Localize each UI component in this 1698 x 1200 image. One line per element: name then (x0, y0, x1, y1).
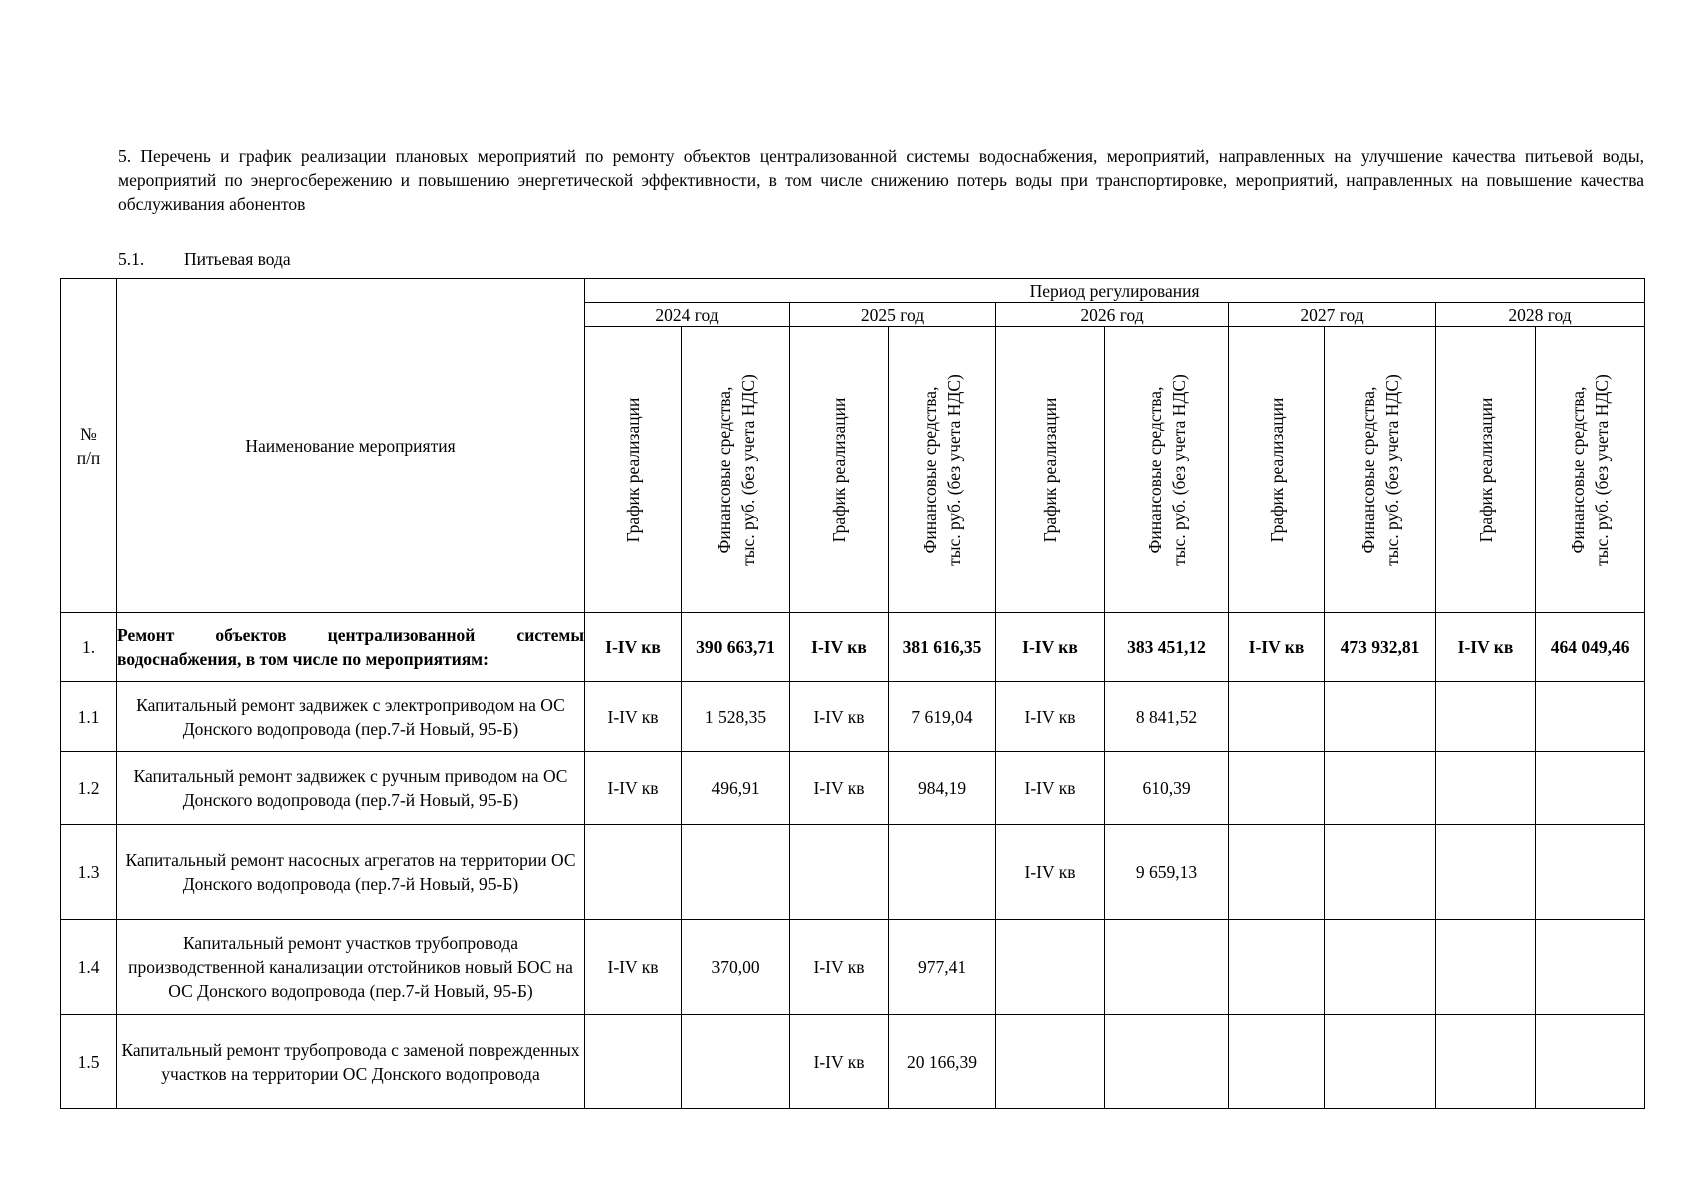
header-year-2024: 2024 год (585, 303, 790, 327)
cell-schedule-2027 (1229, 825, 1325, 920)
header-schedule-2027 (1229, 327, 1325, 613)
cell-schedule-2028 (1436, 920, 1536, 1015)
schedule-label: График реализации (1040, 397, 1060, 542)
cell-finance-2025: 381 616,35 (889, 613, 996, 682)
header-finance-2028 (1536, 327, 1645, 613)
cell-finance-2028 (1536, 682, 1645, 752)
cell-schedule-2027 (1229, 1015, 1325, 1109)
cell-finance-2026: 383 451,12 (1105, 613, 1229, 682)
cell-finance-2026: 8 841,52 (1105, 682, 1229, 752)
finance-label (1143, 330, 1191, 610)
finance-label-line1: Финансовые средства, (1568, 386, 1589, 553)
finance-label-line2: тыс. руб. (без учета НДС) (1382, 373, 1402, 566)
cell-schedule-2027 (1229, 920, 1325, 1015)
cell-finance-2028 (1536, 1015, 1645, 1109)
header-schedule-2028 (1436, 327, 1536, 613)
cell-schedule-2024: I-IV кв (585, 920, 682, 1015)
measures-table (60, 278, 1645, 1109)
cell-schedule-2025: I-IV кв (790, 682, 889, 752)
header-name: Наименование мероприятия (117, 279, 585, 613)
table-row (61, 1015, 1645, 1109)
section-number: 5.1. (118, 249, 145, 269)
cell-finance-2026: 9 659,13 (1105, 825, 1229, 920)
intro-paragraph: 5. Перечень и график реализации плановых мероприятий по ремонту объектов централизованной системы водоснабжения, мероприятий, направленных на улучшение качества питьевой воды, мероприятий по энергосбережению и повышению энергетической эффективности, в том числе снижению потерь воды при транспортировке, мероприятий, направленных на повышение качества обслуживания абонентов (118, 146, 1644, 214)
cell-schedule-2025: I-IV кв (790, 920, 889, 1015)
cell-schedule-2026: I-IV кв (996, 613, 1105, 682)
cell-schedule-2024: I-IV кв (585, 682, 682, 752)
header-finance-2025 (889, 327, 996, 613)
schedule-label: График реализации (1266, 397, 1287, 542)
cell-schedule-2028 (1436, 825, 1536, 920)
header-number (61, 279, 117, 613)
cell-finance-2025: 977,41 (889, 920, 996, 1015)
cell-finance-2025: 984,19 (889, 752, 996, 825)
cell-finance-2026 (1105, 920, 1229, 1015)
header-period: Период регулирования (585, 279, 1645, 303)
cell-schedule-2026: I-IV кв (996, 825, 1105, 920)
header-finance-2024 (682, 327, 790, 613)
cell-schedule-2025: I-IV кв (790, 752, 889, 825)
cell-finance-2028 (1536, 920, 1645, 1015)
cell-finance-2028 (1536, 825, 1645, 920)
header-schedule-2026 (996, 327, 1105, 613)
cell-finance-2027 (1325, 752, 1436, 825)
row-name: Капитальный ремонт насосных агрегатов на территории ОС Донского водопровода (пер.7-й Новый, 95-Б) (117, 825, 585, 920)
cell-schedule-2028 (1436, 752, 1536, 825)
cell-finance-2027: 473 932,81 (1325, 613, 1436, 682)
table-row (61, 613, 1645, 682)
cell-finance-2024: 370,00 (682, 920, 790, 1015)
row-name: Капитальный ремонт задвижек с ручным приводом на ОС Донского водопровода (пер.7-й Новый, 95-Б) (117, 752, 585, 825)
cell-schedule-2024: I-IV кв (585, 752, 682, 825)
table-row (61, 920, 1645, 1015)
cell-finance-2028: 464 049,46 (1536, 613, 1645, 682)
finance-label-line1: Финансовые средства, (713, 386, 734, 553)
finance-label (1566, 330, 1614, 610)
row-number: 1.2 (61, 752, 117, 825)
cell-schedule-2024 (585, 825, 682, 920)
cell-finance-2027 (1325, 920, 1436, 1015)
row-name: Ремонт объектов централизованной системы водоснабжения, в том числе по мероприятиям: (117, 613, 585, 682)
cell-schedule-2025 (790, 825, 889, 920)
cell-schedule-2027: I-IV кв (1229, 613, 1325, 682)
cell-schedule-2028 (1436, 1015, 1536, 1109)
cell-finance-2024 (682, 1015, 790, 1109)
header-finance-2026 (1105, 327, 1229, 613)
cell-schedule-2028 (1436, 682, 1536, 752)
header-year-2025: 2025 год (790, 303, 996, 327)
finance-label-line1: Финансовые средства, (1358, 386, 1378, 553)
row-name: Капитальный ремонт участков трубопровода производственной канализации отстойников новый БОС на ОС Донского водопровода (пер.7-й Новый, 95-Б) (117, 920, 585, 1015)
row-number: 1.1 (61, 682, 117, 752)
row-name: Капитальный ремонт трубопровода с заменой поврежденных участков на территории ОС Донского водопровода (117, 1015, 585, 1109)
finance-label-line2: тыс. руб. (без учета НДС) (1168, 373, 1189, 566)
cell-finance-2025: 20 166,39 (889, 1015, 996, 1109)
finance-label-line2: тыс. руб. (без учета НДС) (944, 373, 964, 566)
schedule-label: График реализации (1475, 397, 1496, 542)
finance-label-line2: тыс. руб. (без учета НДС) (737, 373, 758, 566)
header-schedule-2024 (585, 327, 682, 613)
cell-finance-2026 (1105, 1015, 1229, 1109)
cell-finance-2028 (1536, 752, 1645, 825)
cell-finance-2027 (1325, 1015, 1436, 1109)
row-number: 1.3 (61, 825, 117, 920)
header-year-2027: 2027 год (1229, 303, 1436, 327)
cell-finance-2025: 7 619,04 (889, 682, 996, 752)
schedule-label: График реализации (623, 397, 643, 542)
cell-schedule-2026 (996, 1015, 1105, 1109)
cell-schedule-2026 (996, 920, 1105, 1015)
cell-schedule-2024 (585, 1015, 682, 1109)
cell-schedule-2027 (1229, 752, 1325, 825)
cell-finance-2027 (1325, 682, 1436, 752)
cell-schedule-2028: I-IV кв (1436, 613, 1536, 682)
table-row (61, 682, 1645, 752)
cell-schedule-2027 (1229, 682, 1325, 752)
finance-label (1356, 330, 1404, 610)
finance-label (918, 330, 966, 610)
row-name: Капитальный ремонт задвижек с электроприводом на ОС Донского водопровода (пер.7-й Новый, 95-Б) (117, 682, 585, 752)
cell-finance-2024: 496,91 (682, 752, 790, 825)
table-row (61, 752, 1645, 825)
cell-schedule-2025: I-IV кв (790, 613, 889, 682)
row-number: 1.5 (61, 1015, 117, 1109)
header-finance-2027 (1325, 327, 1436, 613)
cell-finance-2024 (682, 825, 790, 920)
finance-label-line1: Финансовые средства, (920, 386, 940, 553)
row-number: 1.4 (61, 920, 117, 1015)
finance-label-line1: Финансовые средства, (1144, 386, 1165, 553)
row-number: 1. (61, 613, 117, 682)
schedule-label: График реализации (829, 397, 849, 542)
cell-finance-2024: 390 663,71 (682, 613, 790, 682)
header-year-2028: 2028 год (1436, 303, 1645, 327)
cell-schedule-2025: I-IV кв (790, 1015, 889, 1109)
header-number-label: № п/п (76, 423, 101, 468)
cell-finance-2027 (1325, 825, 1436, 920)
cell-finance-2024: 1 528,35 (682, 682, 790, 752)
cell-schedule-2024: I-IV кв (585, 613, 682, 682)
finance-label-line2: тыс. руб. (без учета НДС) (1592, 373, 1613, 566)
cell-finance-2025 (889, 825, 996, 920)
cell-schedule-2026: I-IV кв (996, 682, 1105, 752)
header-year-2026: 2026 год (996, 303, 1229, 327)
cell-finance-2026: 610,39 (1105, 752, 1229, 825)
header-schedule-2025 (790, 327, 889, 613)
cell-schedule-2026: I-IV кв (996, 752, 1105, 825)
finance-label (712, 330, 760, 610)
section-title: Питьевая вода (184, 249, 291, 269)
table-row (61, 825, 1645, 920)
